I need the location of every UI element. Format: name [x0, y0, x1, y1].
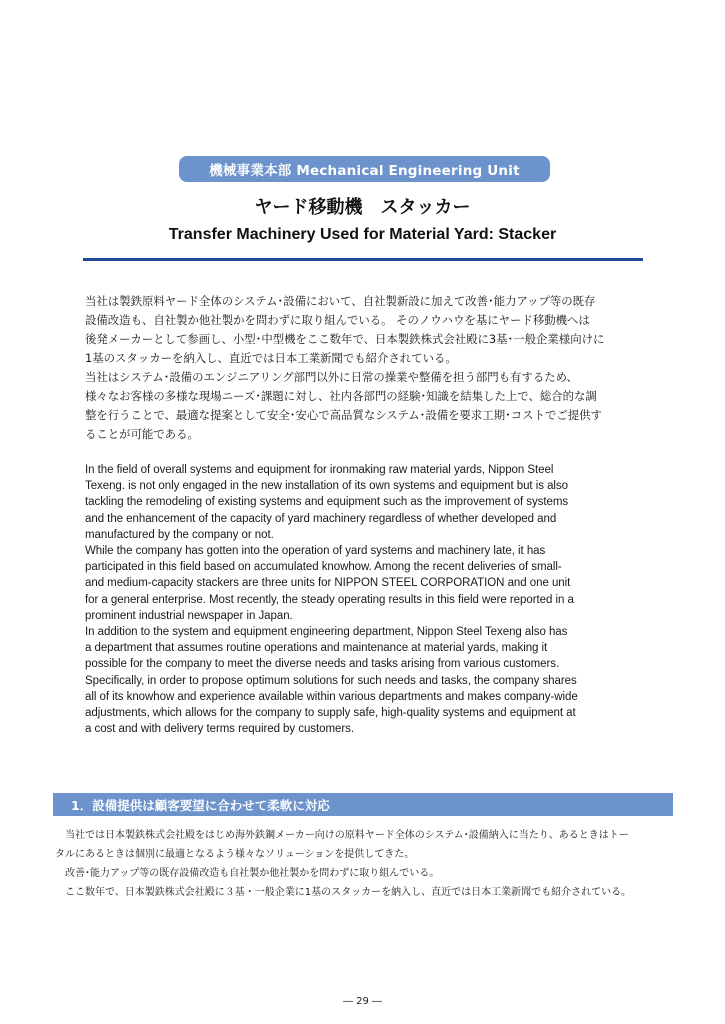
intro-en-line: manufactured by the company or not. [85, 528, 274, 541]
intro-jp-line: 当社は製鉄原料ヤード全体のシステム･設備において、自社製新設に加えて改善･能力アップ等の既存 [85, 294, 596, 308]
intro-en-line: a cost and with delivery terms required by customers. [85, 723, 354, 736]
intro-en-line: tackling the remodeling of existing systems and equipment such as the improvement of systems [85, 496, 569, 509]
intro-jp-line: 整を行うことで、最適な提案として安全･安心で高品質なシステム･設備を要求工期･コストでご提供す [85, 408, 602, 422]
intro-jp-line: 当社はシステム･設備のエンジニアリング部門以外に日常の操業や整備を担う部門も有するため、 [85, 370, 578, 384]
intro-en-line: In the field of overall systems and equipment for ironmaking raw material yards, Nippon Steel [85, 464, 554, 476]
unit-badge [179, 156, 550, 182]
page-title-jp: ヤード移動機 スタッカー [254, 197, 471, 218]
intro-en-line: Specifically, in order to propose optimum solutions for such needs and tasks, the company shares [85, 674, 577, 687]
page-number: ― 29 ― [342, 996, 383, 1007]
intro-en-line: all of its knowhow and experience available within various departments and makes company-wide [85, 690, 578, 703]
intro-jp-line: 様々なお客様の多様な現場ニーズ･課題に対し、社内各部門の経験･知識を結集した上で、総合的な調 [85, 389, 597, 403]
intro-en-line: Texeng. is not only engaged in the new installation of its own systems and equipment but is also [85, 480, 568, 493]
intro-en [85, 462, 645, 737]
section-1-line: ここ数年で、日本製鉄株式会社殿に３基・一般企業に1基のスタッカーを納入し、直近では日本工業新聞でも紹介されている。 [55, 887, 632, 898]
intro-en-line: In addition to the system and equipment engineering department, Nippon Steel Texeng also has [85, 626, 568, 639]
intro-en-line: possible for the company to meet the diverse needs and tasks arising from various customers. [85, 658, 560, 671]
section-1-line: 当社では日本製鉄株式会社殿をはじめ海外鉄鋼メーカー向けの原料ヤード全体のシステム･設備納入に当たり、あるときはトー [55, 830, 629, 841]
intro-en-line: participated in this field based on accumulated knowhow. Among the recent deliveries of small- [85, 561, 562, 574]
intro-en-line: adjustments, which allows for the company to supply safe, high-quality systems and equipment at [85, 707, 576, 720]
section-1-heading-text: 1．設備提供は顧客要望に合わせて柔軟に対応 [71, 797, 330, 813]
section-1-body [55, 826, 675, 902]
intro-en-line: prominent industrial newspaper in Japan. [85, 609, 293, 622]
intro-jp-line: ることが可能である。 [85, 427, 199, 441]
intro-jp-line: 1基のスタッカーを納入し、直近では日本工業新聞でも紹介されている。 [85, 351, 457, 365]
intro-en-line: a department that assumes routine operations and maintenance at material yards, making it [85, 642, 548, 655]
intro-en-line: for a general enterprise. Most recently, the steady operating results in this field were reported in a [85, 593, 574, 606]
section-1-line: タルにあるときは個別に最適となるよう様々なソリューションを提供してきた。 [55, 849, 415, 860]
unit-label: 機械事業本部 Mechanical Engineering Unit [209, 163, 520, 179]
page-title-en: Transfer Machinery Used for Material Yard: Stacker [168, 226, 557, 243]
intro-jp-line: 後発メーカーとして参画し、小型･中型機をここ数年で、日本製鉄株式会社殿に3基･一般企業様向けに [85, 332, 605, 346]
intro-jp [85, 292, 645, 444]
intro-jp-line: 設備改造も、自社製か他社製かを問わずに取り組んでいる。 そのノウハウを基にヤード移動機へは [85, 313, 590, 327]
section-1-line: 改善･能力アップ等の既存設備改造も自社製か他社製かを問わずに取り組んでいる。 [55, 868, 440, 879]
section-1-heading [53, 793, 673, 816]
intro-en-line: While the company has gotten into the operation of yard systems and machinery late, it has [85, 545, 546, 558]
intro-en-line: and medium-capacity stackers are three units for NIPPON STEEL CORPORATION and one unit [85, 577, 571, 590]
intro-en-line: and the enhancement of the capacity of yard machinery regardless of whether developed and [85, 512, 557, 525]
title-divider [83, 258, 643, 261]
